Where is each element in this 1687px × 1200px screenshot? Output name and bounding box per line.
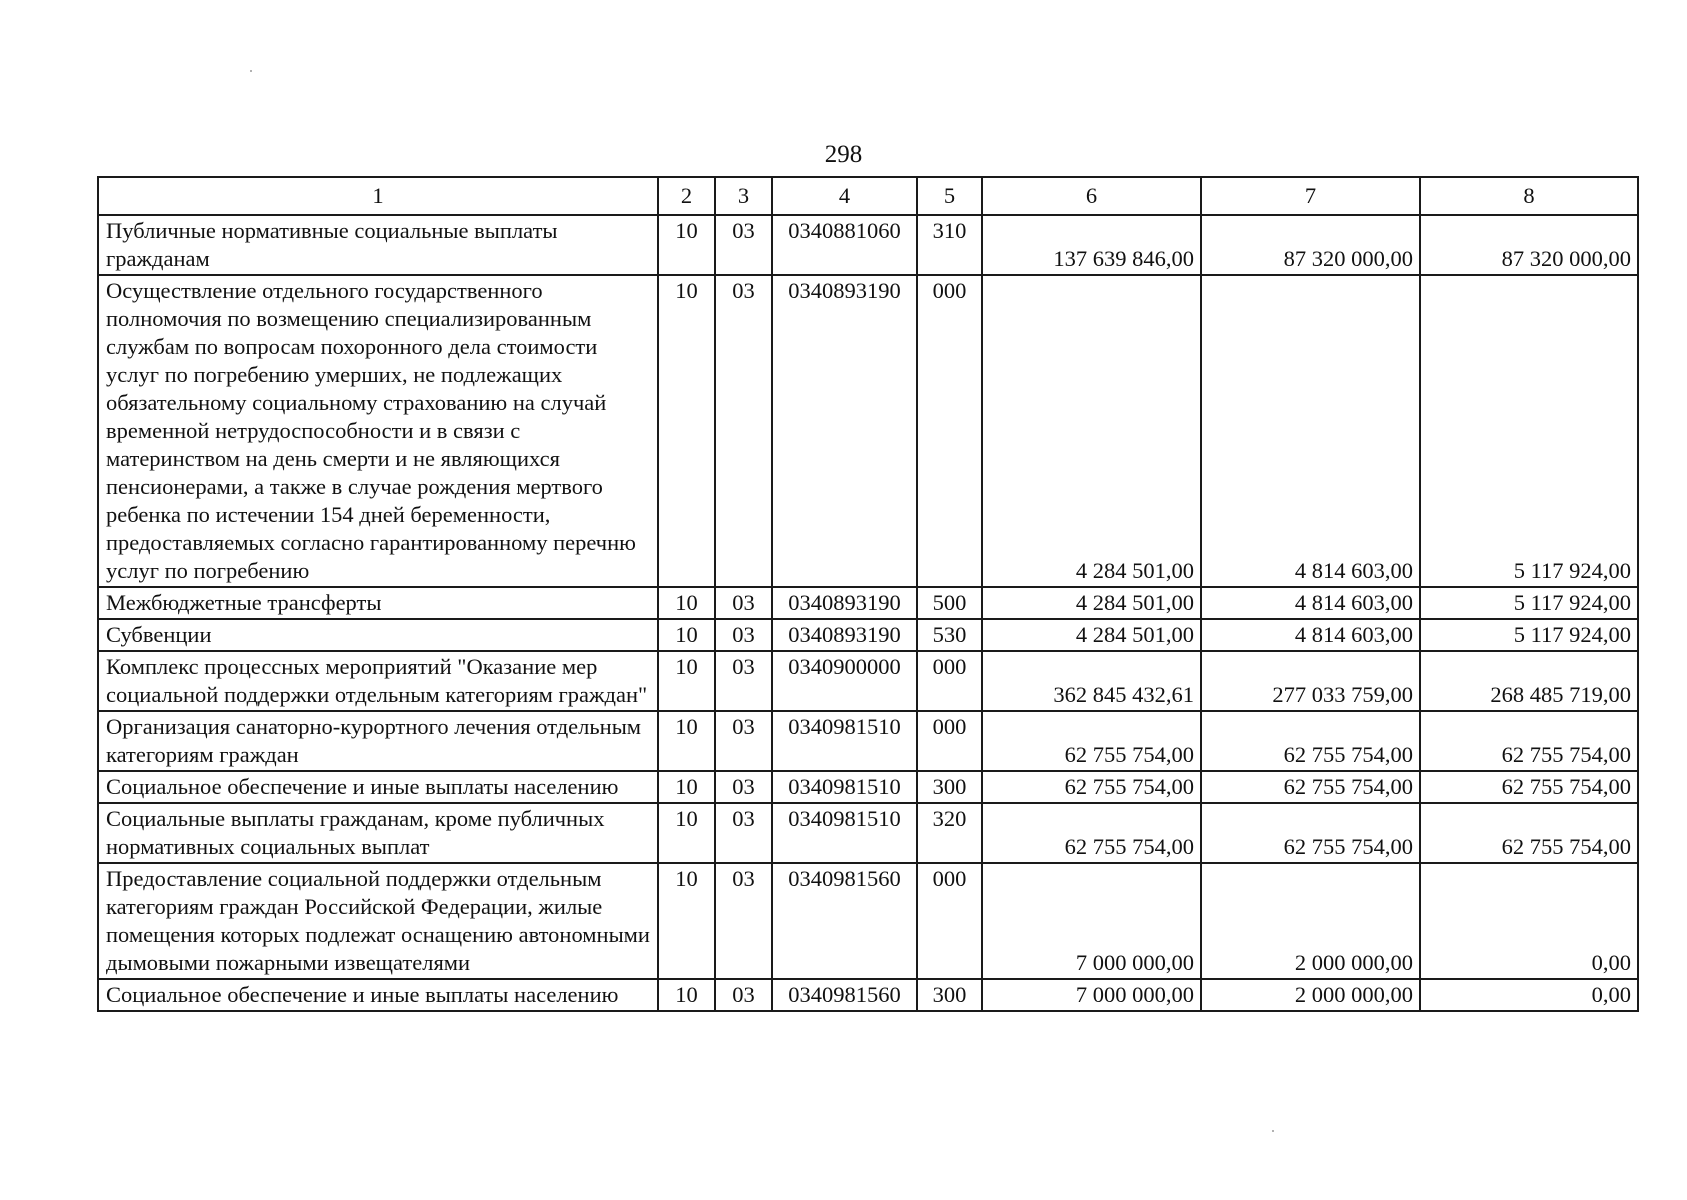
table-row [98, 651, 1638, 711]
amount-year3: 62 755 754,00 [1420, 711, 1638, 771]
row-name: Публичные нормативные социальные выплаты гражданам [98, 215, 658, 275]
section-code: 10 [658, 711, 715, 771]
row-name: Социальное обеспечение и иные выплаты населению [98, 771, 658, 803]
amount-year2: 87 320 000,00 [1201, 215, 1420, 275]
target-code: 0340893190 [772, 275, 917, 587]
target-code: 0340981510 [772, 803, 917, 863]
amount-year2: 2 000 000,00 [1201, 863, 1420, 979]
amount-year1: 362 845 432,61 [982, 651, 1201, 711]
table-row [98, 215, 1638, 275]
table-row [98, 863, 1638, 979]
amount-year1: 7 000 000,00 [982, 863, 1201, 979]
section-code: 10 [658, 803, 715, 863]
scan-speck [1272, 1130, 1274, 1132]
target-code: 0340900000 [772, 651, 917, 711]
row-name: Субвенции [98, 619, 658, 651]
row-name: Межбюджетные трансферты [98, 587, 658, 619]
subsection-code: 03 [715, 863, 772, 979]
column-header: 6 [982, 177, 1201, 215]
table-row [98, 771, 1638, 803]
amount-year2: 4 814 603,00 [1201, 275, 1420, 587]
amount-year1: 137 639 846,00 [982, 215, 1201, 275]
amount-year1: 4 284 501,00 [982, 619, 1201, 651]
section-code: 10 [658, 275, 715, 587]
amount-year2: 2 000 000,00 [1201, 979, 1420, 1011]
expense-type-code: 300 [917, 979, 982, 1011]
expense-type-code: 000 [917, 711, 982, 771]
target-code: 0340981560 [772, 979, 917, 1011]
amount-year2: 277 033 759,00 [1201, 651, 1420, 711]
row-name: Комплекс процессных мероприятий "Оказание мер социальной поддержки отдельным категориям граждан" [98, 651, 658, 711]
table-header [98, 177, 1638, 215]
section-code: 10 [658, 619, 715, 651]
row-name: Осуществление отдельного государственного полномочия по возмещению специализированным службам по вопросам похоронного дела стоимости услуг по погребению умерших, не подлежащих обязательному социальному страхованию на случай временной нетрудоспособности и в связи с материнством на день смерти и не являющихся пенсионерами, а также в случае рождения мертвого ребенка по истечении 154 дней беременности, предоставляемых согласно гарантированному перечню услуг по погребению [98, 275, 658, 587]
subsection-code: 03 [715, 275, 772, 587]
subsection-code: 03 [715, 587, 772, 619]
table-row [98, 979, 1638, 1011]
subsection-code: 03 [715, 619, 772, 651]
amount-year3: 5 117 924,00 [1420, 619, 1638, 651]
row-name: Организация санаторно-курортного лечения отдельным категориям граждан [98, 711, 658, 771]
table-row [98, 587, 1638, 619]
section-code: 10 [658, 587, 715, 619]
column-header: 8 [1420, 177, 1638, 215]
column-header: 1 [98, 177, 658, 215]
row-name: Предоставление социальной поддержки отдельным категориям граждан Российской Федерации, жилые помещения которых подлежат оснащению автономными дымовыми пожарными извещателями [98, 863, 658, 979]
subsection-code: 03 [715, 651, 772, 711]
expense-type-code: 310 [917, 215, 982, 275]
column-header: 2 [658, 177, 715, 215]
amount-year3: 0,00 [1420, 863, 1638, 979]
expense-type-code: 300 [917, 771, 982, 803]
header-row [98, 177, 1638, 215]
amount-year3: 268 485 719,00 [1420, 651, 1638, 711]
amount-year3: 5 117 924,00 [1420, 275, 1638, 587]
amount-year2: 62 755 754,00 [1201, 711, 1420, 771]
target-code: 0340893190 [772, 619, 917, 651]
amount-year1: 62 755 754,00 [982, 803, 1201, 863]
amount-year3: 62 755 754,00 [1420, 803, 1638, 863]
table-body [98, 215, 1638, 1011]
amount-year2: 4 814 603,00 [1201, 619, 1420, 651]
amount-year2: 62 755 754,00 [1201, 803, 1420, 863]
amount-year1: 7 000 000,00 [982, 979, 1201, 1011]
target-code: 0340881060 [772, 215, 917, 275]
subsection-code: 03 [715, 979, 772, 1011]
subsection-code: 03 [715, 711, 772, 771]
column-header: 4 [772, 177, 917, 215]
expense-type-code: 000 [917, 863, 982, 979]
column-header: 3 [715, 177, 772, 215]
scan-speck [250, 70, 252, 72]
expense-type-code: 320 [917, 803, 982, 863]
target-code: 0340981510 [772, 711, 917, 771]
subsection-code: 03 [715, 215, 772, 275]
target-code: 0340981510 [772, 771, 917, 803]
table-row [98, 275, 1638, 587]
table-row [98, 803, 1638, 863]
amount-year1: 4 284 501,00 [982, 587, 1201, 619]
row-name: Социальное обеспечение и иные выплаты населению [98, 979, 658, 1011]
expense-type-code: 530 [917, 619, 982, 651]
subsection-code: 03 [715, 803, 772, 863]
target-code: 0340981560 [772, 863, 917, 979]
amount-year3: 87 320 000,00 [1420, 215, 1638, 275]
amount-year2: 4 814 603,00 [1201, 587, 1420, 619]
expense-type-code: 500 [917, 587, 982, 619]
amount-year3: 0,00 [1420, 979, 1638, 1011]
amount-year3: 5 117 924,00 [1420, 587, 1638, 619]
amount-year1: 62 755 754,00 [982, 711, 1201, 771]
amount-year1: 62 755 754,00 [982, 771, 1201, 803]
section-code: 10 [658, 215, 715, 275]
budget-table [97, 176, 1639, 1012]
column-header: 5 [917, 177, 982, 215]
section-code: 10 [658, 863, 715, 979]
amount-year1: 4 284 501,00 [982, 275, 1201, 587]
table-row [98, 619, 1638, 651]
expense-type-code: 000 [917, 651, 982, 711]
target-code: 0340893190 [772, 587, 917, 619]
section-code: 10 [658, 771, 715, 803]
row-name: Социальные выплаты гражданам, кроме публичных нормативных социальных выплат [98, 803, 658, 863]
column-header: 7 [1201, 177, 1420, 215]
section-code: 10 [658, 979, 715, 1011]
page-number: 298 [824, 141, 863, 168]
amount-year3: 62 755 754,00 [1420, 771, 1638, 803]
table-row [98, 711, 1638, 771]
section-code: 10 [658, 651, 715, 711]
subsection-code: 03 [715, 771, 772, 803]
amount-year2: 62 755 754,00 [1201, 771, 1420, 803]
expense-type-code: 000 [917, 275, 982, 587]
